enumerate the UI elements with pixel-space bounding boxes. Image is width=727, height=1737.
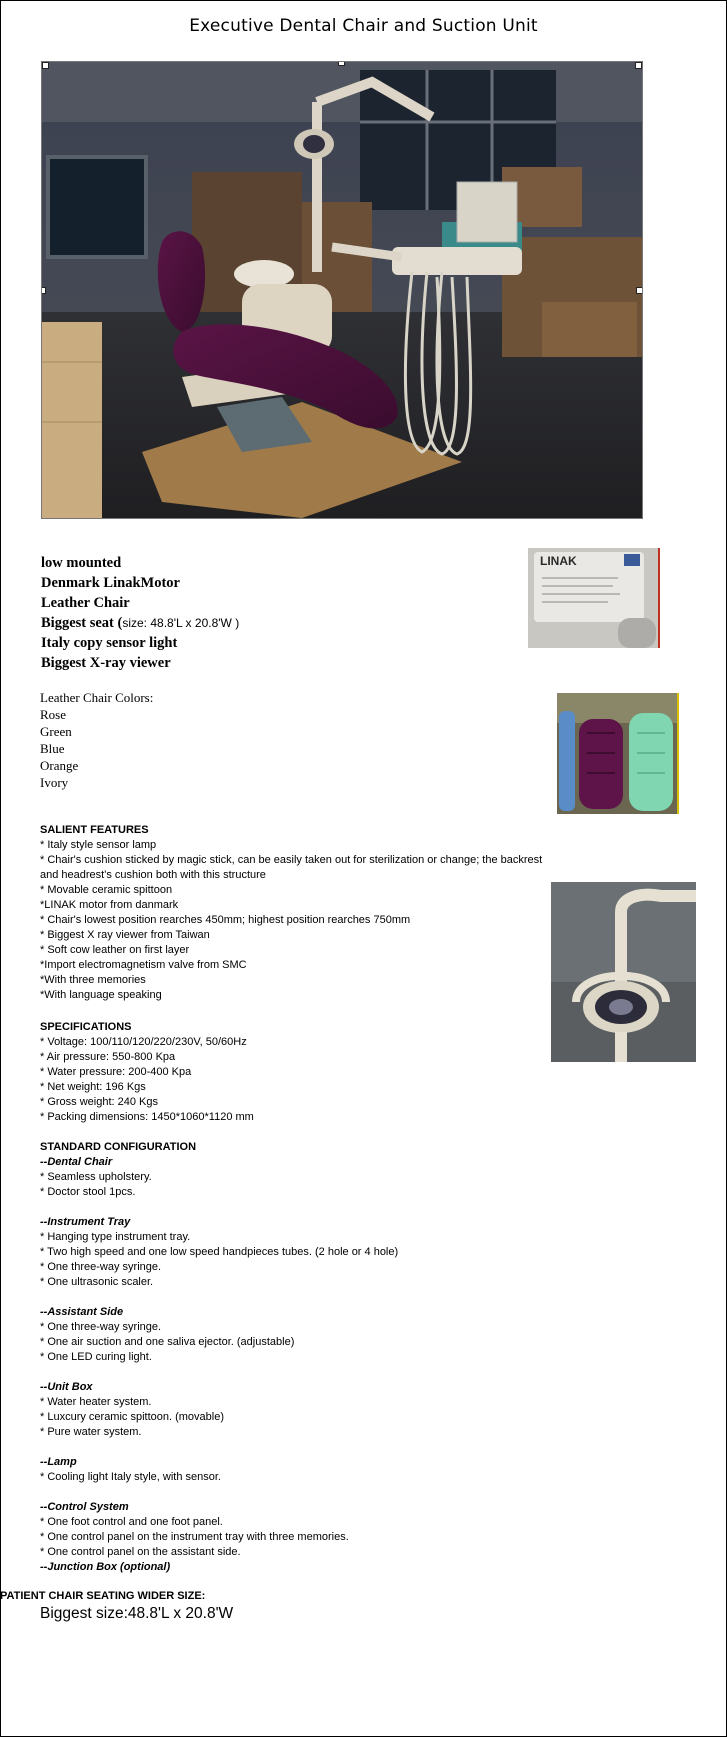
feature-item: Denmark LinakMotor [41, 575, 180, 591]
feature-item: Biggest X-ray viewer [41, 655, 171, 671]
configuration-heading: STANDARD CONFIGURATION [40, 1141, 197, 1153]
config-item: * One ultrasonic scaler. [40, 1276, 154, 1288]
salient-features-heading: SALIENT FEATURES [40, 824, 149, 836]
salient-item: *With language speaking [40, 989, 162, 1001]
config-item: * Pure water system. [40, 1426, 142, 1438]
config-item: * Hanging type instrument tray. [40, 1231, 191, 1243]
config-section-title: --Unit Box [40, 1381, 93, 1393]
config-item: * One control panel on the instrument tray with three memories. [40, 1531, 349, 1543]
config-item: * Water heater system. [40, 1396, 152, 1408]
leather-colors-label: Leather Chair Colors: [40, 690, 154, 705]
leather-cushions-photo [557, 693, 679, 814]
config-section-title: --Instrument Tray [40, 1216, 131, 1228]
wider-size-heading: PATIENT CHAIR SEATING WIDER SIZE: [0, 1590, 206, 1602]
linak-motor-photo [528, 548, 660, 648]
config-item: * Seamless upholstery. [40, 1171, 152, 1183]
salient-item: *With three memories [40, 974, 146, 986]
config-item: * One foot control and one foot panel. [40, 1516, 223, 1528]
salient-item: * Soft cow leather on first layer [40, 944, 190, 956]
feature-item [41, 613, 239, 633]
sensor-lamp-photo [551, 882, 696, 1062]
spec-item: * Packing dimensions: 1450*1060*1120 mm [40, 1111, 254, 1123]
salient-item: *Import electromagnetism valve from SMC [40, 959, 247, 971]
salient-item: * Chair's lowest position rearches 450mm; highest position rearches 750mm [40, 914, 411, 926]
spec-item: * Net weight: 196 Kgs [40, 1081, 146, 1093]
specifications-heading: SPECIFICATIONS [40, 1021, 132, 1033]
config-item: * One air suction and one saliva ejector. (adjustable) [40, 1336, 295, 1348]
salient-item: * Italy style sensor lamp [40, 839, 157, 851]
feature-item: low mounted [41, 555, 122, 571]
config-item: * Luxcury ceramic spittoon. (movable) [40, 1411, 225, 1423]
salient-item: * Chair's cushion sticked by magic stick, can be easily taken out for sterilization or change; the backrest [40, 854, 543, 866]
salient-item: * Biggest X ray viewer from Taiwan [40, 929, 210, 941]
config-item: * Cooling light Italy style, with sensor. [40, 1471, 221, 1483]
config-section-title: --Dental Chair [40, 1156, 113, 1168]
feature-item: Italy copy sensor light [41, 635, 178, 651]
spec-item: * Air pressure: 550-800 Kpa [40, 1051, 176, 1063]
feature-item: Leather Chair [41, 595, 130, 611]
spec-item: * Gross weight: 240 Kgs [40, 1096, 159, 1108]
specifications [40, 1020, 254, 1125]
salient-item: and headrest's cushion both with this structure [40, 869, 266, 881]
dental-chair-photo [41, 61, 643, 519]
config-item: * One control panel on the assistant side. [40, 1546, 241, 1558]
config-section-title: --Lamp [40, 1456, 77, 1468]
junction-box-title: --Junction Box (optional) [40, 1561, 171, 1573]
leather-colors [40, 689, 153, 791]
feature-item-bold: Biggest seat ( [41, 615, 123, 631]
config-section-title: --Control System [40, 1501, 129, 1513]
seat-size-value: size: 48.8'L x 20.8'W ) [122, 616, 240, 630]
config-item: * One three-way syringe. [40, 1261, 162, 1273]
feature-list [41, 553, 239, 673]
config-item: * One LED curing light. [40, 1351, 152, 1363]
config-section-title: --Assistant Side [40, 1306, 124, 1318]
config-item: * Doctor stool 1pcs. [40, 1186, 136, 1198]
color-item: Orange [40, 758, 79, 773]
page-title: Executive Dental Chair and Suction Unit [189, 16, 538, 36]
spec-item: * Voltage: 100/110/120/220/230V, 50/60Hz [40, 1036, 247, 1048]
color-item: Rose [40, 707, 66, 722]
linak-brand-text: LINAK [540, 554, 577, 568]
config-item: * One three-way syringe. [40, 1321, 162, 1333]
standard-configuration [40, 1140, 398, 1575]
color-item: Blue [40, 741, 65, 756]
wider-size-value: Biggest size:48.8'L x 20.8'W [40, 1605, 234, 1622]
color-item: Ivory [40, 775, 69, 790]
config-item: * Two high speed and one low speed handpieces tubes. (2 hole or 4 hole) [40, 1246, 399, 1258]
salient-item: *LINAK motor from danmark [40, 899, 179, 911]
color-item: Green [40, 724, 72, 739]
spec-item: * Water pressure: 200-400 Kpa [40, 1066, 192, 1078]
salient-features [40, 823, 542, 1003]
salient-item: * Movable ceramic spittoon [40, 884, 173, 896]
